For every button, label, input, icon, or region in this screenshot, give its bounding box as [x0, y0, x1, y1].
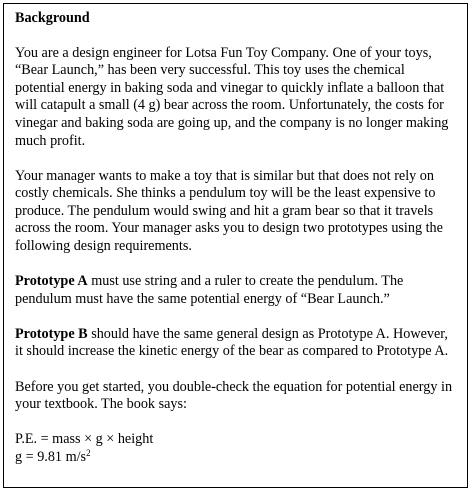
gravity-value: g = 9.81 m/s — [15, 448, 87, 465]
paragraph-prototype-a — [15, 273, 457, 308]
prototype-b-label: Prototype B — [15, 325, 88, 342]
prototype-b-text: should have the same general design as Prototype A. However, it should increase the kinetic energy of the bear as compared to Prototype A. — [15, 325, 449, 360]
section-heading: Background — [15, 10, 90, 26]
paragraph-intro: You are a design engineer for Lotsa Fun Toy Company. One of your toys, “Bear Launch,” has been very successful. This toy uses the chemical potential energy in baking soda and vinegar to quickly inflate a balloon that will catapult a small (4 g) bear across the room. Unfortunately, the costs for vinegar and baking soda are going up, and the company is no longer making much profit. — [15, 44, 449, 149]
gravity-exponent: 2 — [86, 447, 91, 458]
paragraph-prototype-b — [15, 326, 457, 361]
background-text-box — [3, 3, 468, 488]
prototype-a-label: Prototype A — [15, 273, 88, 290]
equation-potential-energy: P.E. = mass × g × height — [15, 431, 154, 448]
paragraph-closing: Before you get started, you double-check the equation for potential energy in your textbook. The book says: — [15, 378, 453, 413]
prototype-a-text: must use string and a ruler to create the pendulum. The pendulum must have the same potential energy of “Bear Launch.” — [15, 273, 404, 307]
paragraph-manager-request: Your manager wants to make a toy that is similar but that does not rely on costly chemicals. She thinks a pendulum toy will be the least expensive to produce. The pendulum would swing and hit a gram bear so that it travels across the room. Your manager asks you to design two prototypes using the following design requirements. — [15, 167, 443, 255]
equation-gravity — [15, 449, 457, 467]
